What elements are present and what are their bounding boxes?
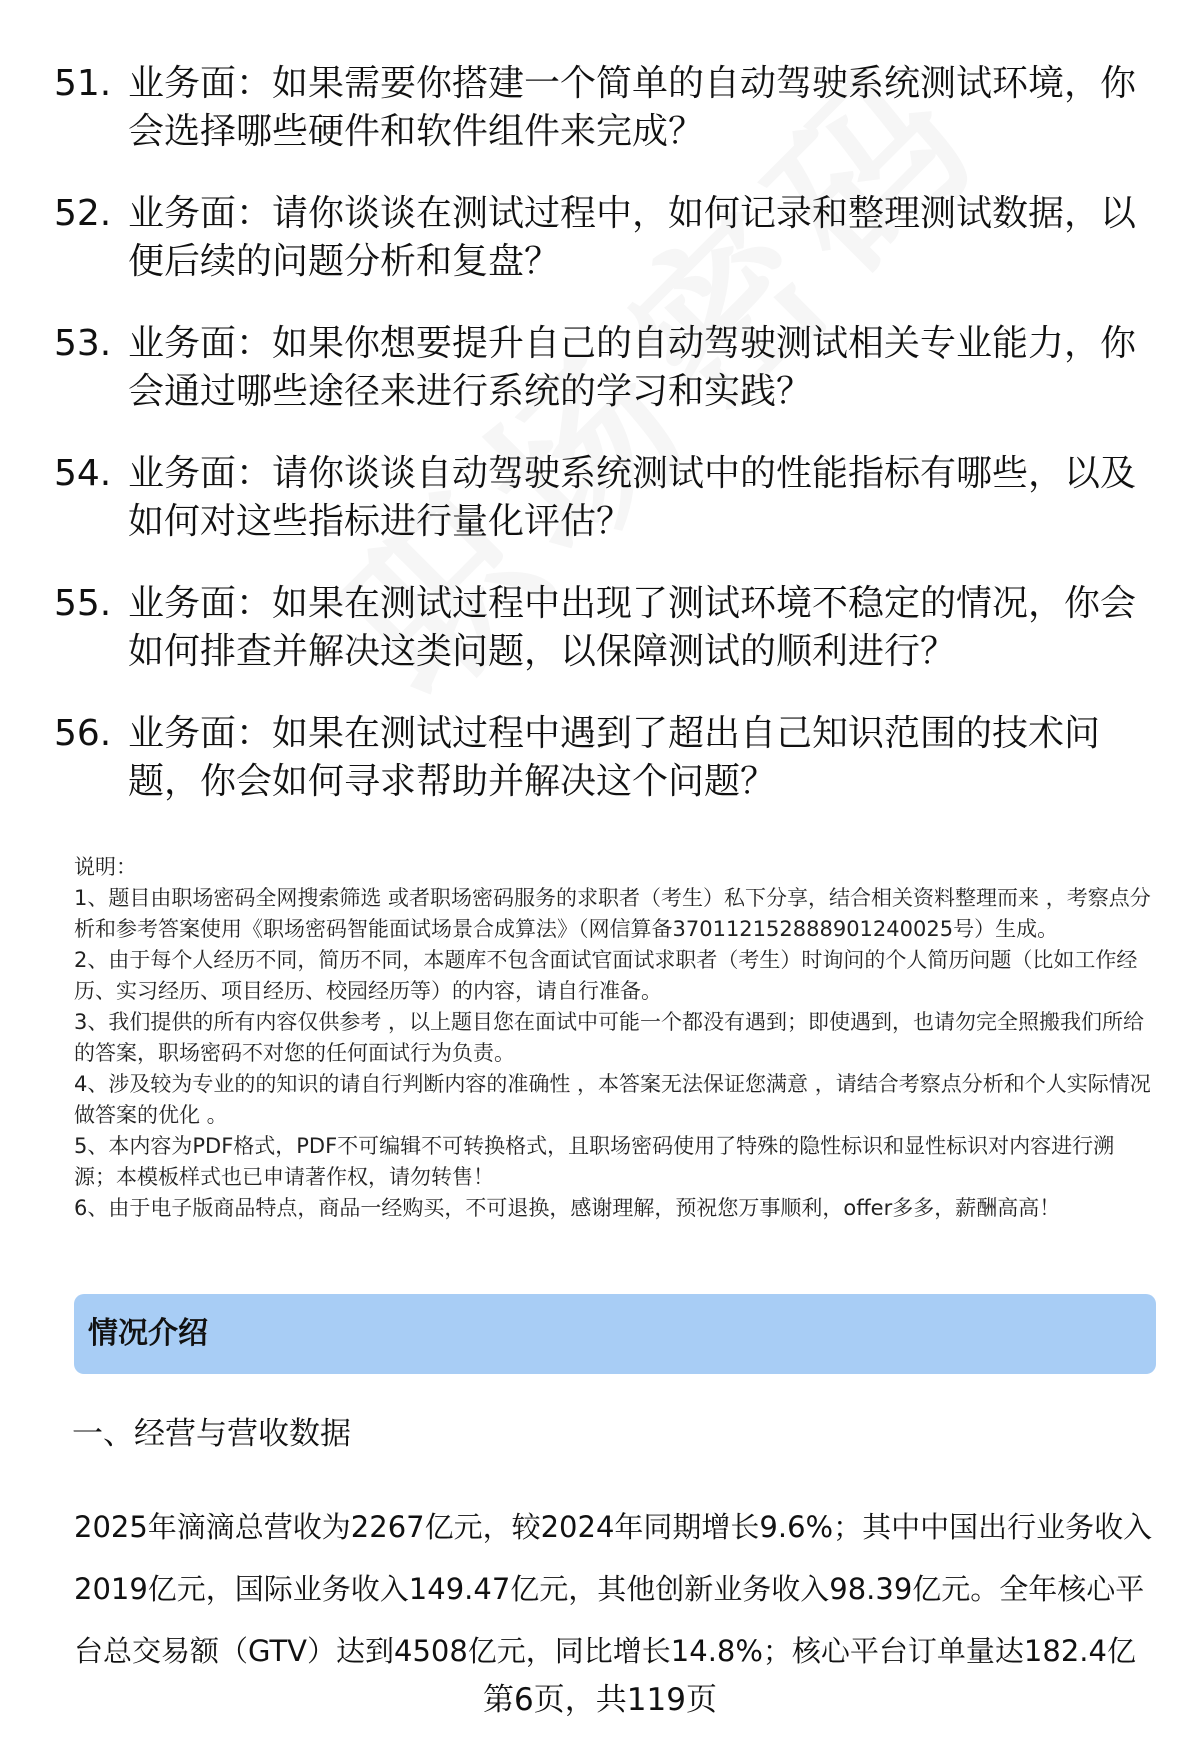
question-number: 54. bbox=[54, 453, 112, 494]
question-list bbox=[0, 60, 1200, 840]
note-item: 2、由于每个人经历不同，简历不同，本题库不包含面试官面试求职者（考生）时询问的个人简历问题（比如工作经历、实习经历、项目经历、校园经历等）的内容，请自行准备。 bbox=[74, 948, 1138, 1003]
question-number: 51. bbox=[54, 63, 112, 104]
question-text: 业务面：如果在测试过程中遇到了超出自己知识范围的技术问题，你会如何寻求帮助并解决这个问题？ bbox=[128, 713, 1101, 802]
question-number: 53. bbox=[54, 323, 112, 364]
question-item bbox=[0, 710, 1200, 806]
question-text: 业务面：如果在测试过程中出现了测试环境不稳定的情况，你会如何排查并解决这类问题，以保障测试的顺利进行？ bbox=[128, 583, 1137, 672]
question-text: 业务面：如果需要你搭建一个简单的自动驾驶系统测试环境，你会选择哪些硬件和软件组件来完成？ bbox=[128, 63, 1137, 152]
note-item: 4、涉及较为专业的的知识的请自行判断内容的准确性 ，本答案无法保证您满意 ，请结合考察点分析和个人实际情况做答案的优化 。 bbox=[74, 1072, 1151, 1127]
question-item bbox=[0, 190, 1200, 286]
notes-heading: 说明： bbox=[74, 855, 137, 879]
question-item bbox=[0, 320, 1200, 416]
question-number: 52. bbox=[54, 193, 112, 234]
question-item bbox=[0, 450, 1200, 546]
question-number: 56. bbox=[54, 713, 112, 754]
question-text: 业务面：请你谈谈在测试过程中，如何记录和整理测试数据，以便后续的问题分析和复盘？ bbox=[128, 193, 1137, 282]
note-item: 5、本内容为PDF格式，PDF不可编辑不可转换格式，且职场密码使用了特殊的隐性标识和显性标识对内容进行溯源；本模板样式也已申请著作权，请勿转售！ bbox=[74, 1134, 1115, 1189]
note-item: 1、题目由职场密码全网搜索筛选 或者职场密码服务的求职者（考生）私下分享，结合相关资料整理而来 ，考察点分析和参考答案使用《职场密码智能面试场景合成算法》（网信算备370112152888901240025号）生成。 bbox=[74, 886, 1151, 941]
section-banner bbox=[74, 1294, 1156, 1374]
note-item: 3、我们提供的所有内容仅供参考 ，以上题目您在面试中可能一个都没有遇到；即使遇到，也请勿完全照搬我们所给的答案，职场密码不对您的任何面试行为负责。 bbox=[74, 1010, 1145, 1065]
question-item bbox=[0, 580, 1200, 676]
section-title: 情况介绍 bbox=[88, 1316, 208, 1351]
note-item: 6、由于电子版商品特点，商品一经购买，不可退换，感谢理解，预祝您万事顺利，offer多多，薪酬高高！ bbox=[74, 1196, 1061, 1220]
question-item bbox=[0, 60, 1200, 156]
page-footer: 第6页，共119页 bbox=[483, 1682, 717, 1718]
question-text: 业务面：如果你想要提升自己的自动驾驶测试相关专业能力，你会通过哪些途径来进行系统的学习和实践？ bbox=[128, 323, 1137, 412]
body-paragraph: 2025年滴滴总营收为2267亿元，较2024年同期增长9.6%；其中中国出行业务收入2019亿元，国际业务收入149.47亿元，其他创新业务收入98.39亿元。全年核心平台总交易额（GTV）达到4508亿元，同比增长14.8%；核心平台订单量达182.4亿 bbox=[74, 1510, 1153, 1668]
question-text: 业务面：请你谈谈自动驾驶系统测试中的性能指标有哪些，以及如何对这些指标进行量化评估？ bbox=[128, 453, 1137, 542]
notes-block bbox=[74, 852, 1154, 1224]
subsection-heading: 一、经营与营收数据 bbox=[72, 1416, 351, 1452]
question-number: 55. bbox=[54, 583, 112, 624]
